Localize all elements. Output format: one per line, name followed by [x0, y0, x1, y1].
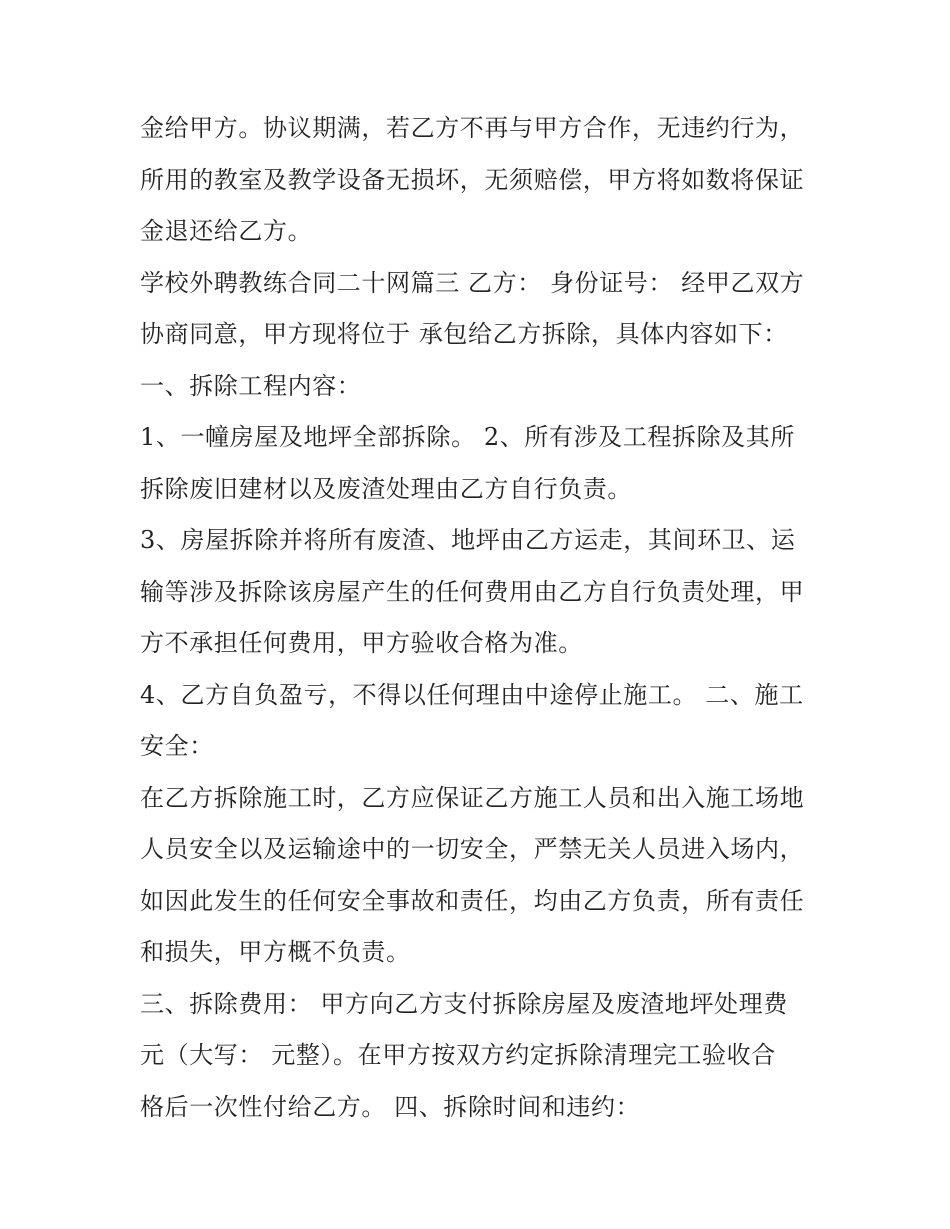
text-line: 1、一幢房屋及地坪全部拆除。 2、所有涉及工程拆除及其所 — [140, 423, 795, 451]
text-line: 输等涉及拆除该房屋产生的任何费用由乙方自行负责处理，甲 — [140, 577, 805, 606]
text-line: 安全： — [140, 732, 214, 760]
text-line: 金退还给乙方。 — [140, 217, 313, 245]
text-line: 拆除废旧建材以及废渣处理由乙方自行负责。 — [140, 474, 632, 503]
text-line: 3、房屋拆除并将所有废渣、地坪由乙方运走，其间环卫、运 — [140, 526, 796, 554]
document-body — [140, 103, 830, 1133]
text-line: 所用的教室及教学设备无损坏，无须赔偿，甲方将如数将保证 — [140, 165, 805, 194]
text-line: 元（大写： 元整）。在甲方按双方约定拆除清理完工验收合 — [140, 1041, 776, 1069]
text-line: 三、拆除费用： 甲方向乙方支付拆除房屋及废渣地坪处理费 — [140, 989, 788, 1018]
text-line: 和损失，甲方概不负责。 — [140, 938, 411, 966]
text-line: 方不承担任何费用，甲方验收合格为准。 — [140, 629, 583, 657]
text-line: 在乙方拆除施工时，乙方应保证乙方施工人员和出入施工场地 — [140, 783, 805, 812]
text-line: 人员安全以及运输途中的一切安全，严禁无关人员进入场内， — [140, 835, 805, 863]
text-line: 格后一次性付给乙方。 四、拆除时间和违约： — [140, 1092, 641, 1121]
text-line: 如因此发生的任何安全事故和责任，均由乙方负责，所有责任 — [140, 886, 805, 915]
text-line: 学校外聘教练合同二十网篇三 乙方： 身份证号： 经甲乙双方 — [140, 268, 805, 297]
text-line: 金给甲方。协议期满，若乙方不再与甲方合作，无违约行为， — [140, 114, 805, 142]
text-line: 协商同意，甲方现将位于 承包给乙方拆除，具体内容如下： — [140, 320, 788, 348]
text-line: 4、乙方自负盈亏，不得以任何理由中途停止施工。 二、施工 — [140, 680, 804, 709]
section-heading-demolition-content: 一、拆除工程内容： — [140, 371, 362, 400]
